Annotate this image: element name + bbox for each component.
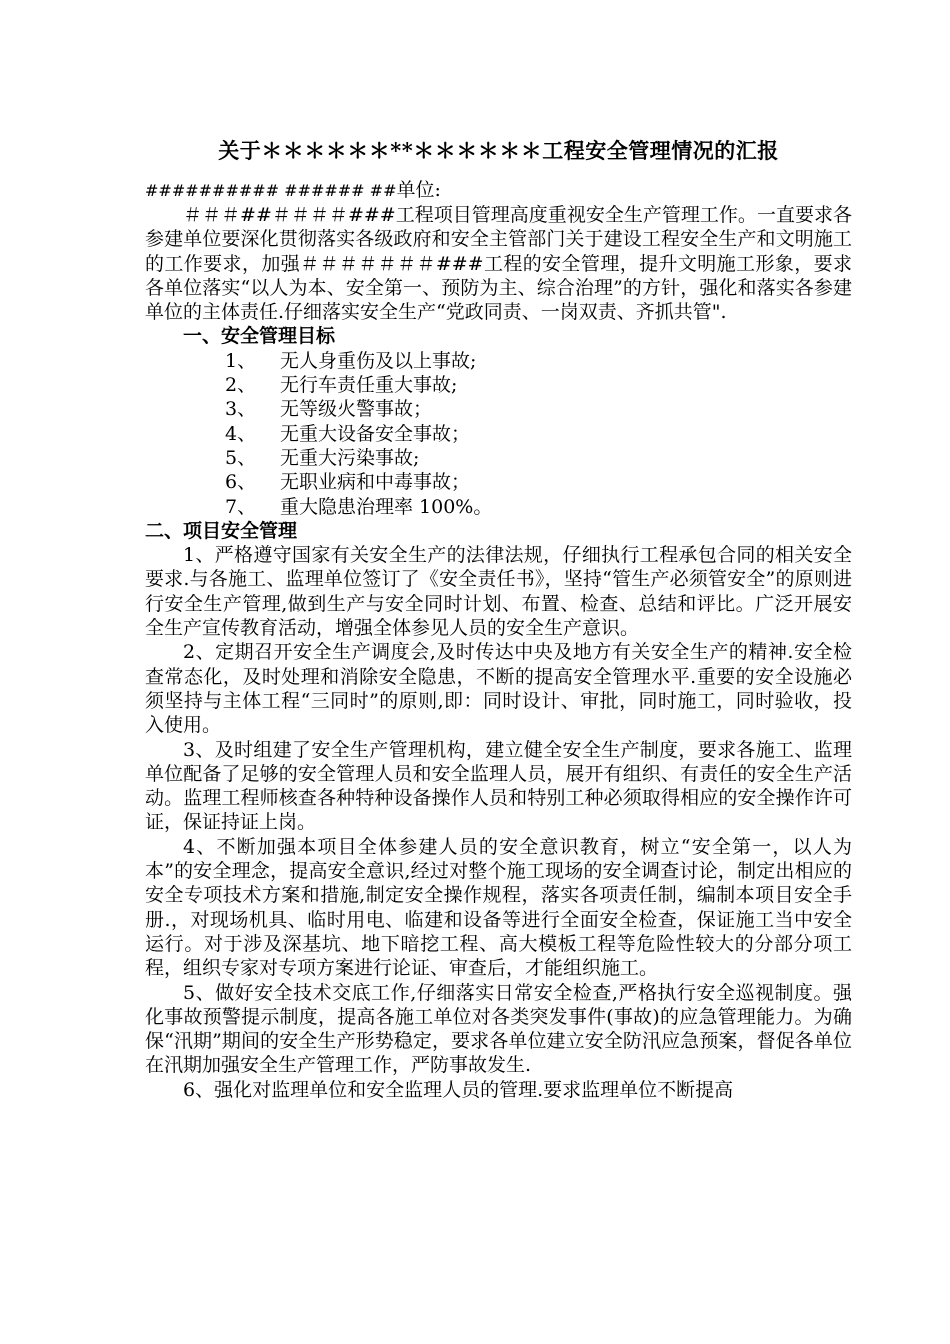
list-item-number: 3、 (225, 398, 257, 421)
section-heading-management: 二、项目安全管理 (145, 519, 298, 542)
list-item-text: 无等级火警事故； (280, 398, 433, 421)
list-item-text: 无职业病和中毒事故； (280, 471, 471, 494)
section-heading-goals: 一、安全管理目标 (183, 325, 336, 348)
list-item (145, 397, 852, 421)
body-paragraph-5: 5、做好安全技术交底工作,仔细落实日常安全检查,严格执行安全巡视制度。强化事故预警提示制度，提高各施工单位对各类突发事件(事故)的应急管理能力。为确保“汛期”期间的安全生产形势稳定，要求各单位建立安全防汛应急预案，督促各单位在汛期加强安全生产管理工作，严防事故发生. (145, 981, 852, 1077)
list-item-number: 6、 (225, 471, 257, 494)
list-item (145, 470, 852, 494)
intro-paragraph: ＃＃＃##＃＃＃＃###工程项目管理高度重视安全生产管理工作。一直要求各参建单位要深化贯彻落实各级政府和安全主管部门关于建设工程安全生产和文明施工的工作要求，加强＃＃＃＃＃＃＃###工程的安全管理，提升文明施工形象，要求各单位落实“以人为本、安全第一、预防为主、综合治理”的方针，强化和落实各参建单位的主体责任.仔细落实安全生产“党政同责、一岗双责、齐抓共管". (145, 204, 852, 324)
list-item (145, 446, 852, 470)
list-item-text: 无行车责任重大事故; (280, 374, 458, 397)
list-item-number: 7、 (225, 495, 257, 518)
body-paragraph-2: 2、定期召开安全生产调度会,及时传达中央及地方有关安全生产的精神.安全检查常态化，及时处理和消除安全隐患，不断的提高安全管理水平.重要的安全设施必须坚持与主体工程“三同时”的原则,即：同时设计、审批，同时施工，同时验收，投入使用。 (145, 641, 852, 737)
body-paragraph-6: 6、强化对监理单位和安全监理人员的管理.要求监理单位不断提高 (183, 1078, 734, 1101)
list-item-number: 2、 (225, 374, 257, 397)
list-item-number: 5、 (225, 446, 257, 469)
document-title: 关于＊＊＊＊＊＊**＊＊＊＊＊＊工程安全管理情况的汇报 (218, 138, 779, 163)
list-item (145, 349, 852, 373)
goal-list (145, 349, 852, 519)
list-item (145, 495, 852, 519)
addressee-line (145, 178, 852, 203)
list-item-text: 无人身重伤及以上事故; (280, 349, 477, 372)
body-paragraph-3: 3、及时组建了安全生产管理机构，建立健全安全生产制度，要求各施工、监理单位配备了足够的安全管理人员和安全监理人员，展开有组织、有责任的安全生产活动。监理工程师核查各种特种设备操作人员和特别工种必须取得相应的安全操作许可证，保证持证上岗。 (145, 738, 852, 834)
list-item (145, 373, 852, 397)
list-item (145, 422, 852, 446)
list-item-text: 重大隐患治理率 100%。 (280, 495, 493, 518)
list-item-number: 4、 (225, 422, 257, 445)
body-paragraph-4: 4、不断加强本项目全体参建人员的安全意识教育，树立“安全第一，以人为本”的安全理念，提高安全意识,经过对整个施工现场的安全调查讨论，制定出相应的安全专项技术方案和措施,制定安全操作规程，落实各项责任制，编制本项目安全手册.，对现场机具、临时用电、临建和设备等进行全面安全检查，保证施工当中安全运行。对于涉及深基坑、地下暗挖工程、高大模板工程等危险性较大的分部分项工程，组织专家对专项方案进行论证、审查后，才能组织施工。 (145, 835, 852, 980)
addressee-unit: 单位: (396, 179, 441, 201)
list-item-text: 无重大污染事故; (280, 446, 420, 469)
body-paragraph-1: 1、严格遵守国家有关安全生产的法律法规，仔细执行工程承包合同的相关安全要求.与各施工、监理单位签订了《安全责任书》，坚持“管生产必须管安全”的原则进行安全生产管理,做到生产与安全同时计划、布置、检查、总结和评比。广泛开展安全生产宣传教育活动，增强全体参见人员的安全生产意识。 (145, 544, 852, 640)
list-item-number: 1、 (225, 349, 257, 372)
addressee-prefix: ########## ###### ## (145, 181, 397, 200)
list-item-text: 无重大设备安全事故； (280, 422, 471, 445)
